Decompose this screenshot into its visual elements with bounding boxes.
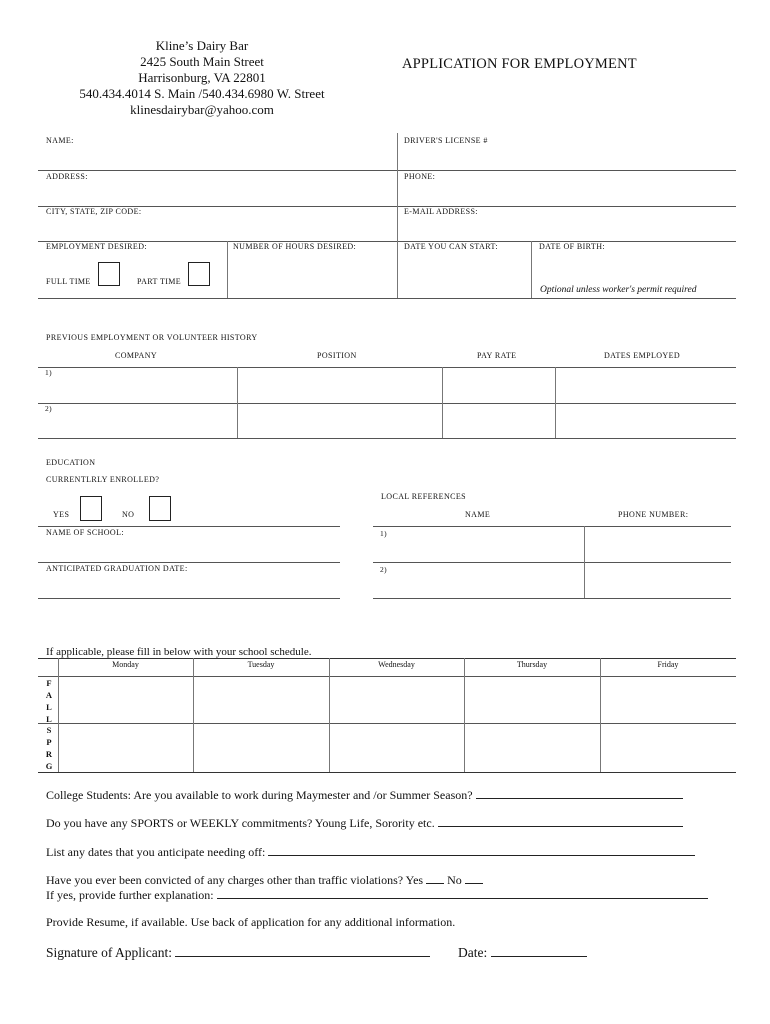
no-label: NO — [122, 510, 135, 519]
birth-date-note: Optional unless worker's permit required — [540, 285, 697, 295]
business-email: klinesdairybar@yahoo.com — [130, 102, 274, 117]
business-phones: 540.434.4014 S. Main /540.434.6980 W. Street — [79, 86, 325, 101]
history-row-2-label: 2) — [45, 404, 53, 413]
fall-letter: A — [45, 690, 53, 700]
schedule-day-monday: Monday — [112, 660, 139, 669]
business-street: 2425 South Main Street — [140, 54, 264, 69]
history-col-company: COMPANY — [115, 351, 158, 360]
school-name-line[interactable] — [38, 562, 340, 563]
history-bottom-line — [38, 438, 736, 439]
dates-off-blank[interactable] — [268, 844, 695, 856]
commitments-blank[interactable] — [438, 815, 683, 827]
reference-row-1-label: 1) — [380, 529, 388, 538]
reference-row-2[interactable] — [375, 564, 729, 597]
references-middle-line — [373, 562, 731, 563]
explanation-blank[interactable] — [217, 887, 708, 899]
enrolled-line — [38, 526, 340, 527]
address-row-line[interactable] — [38, 206, 736, 207]
drivers-license-label: DRIVER'S LICENSE # — [404, 136, 488, 145]
hours-divider-left — [227, 241, 228, 299]
education-heading: EDUCATION — [46, 458, 96, 467]
fall-schedule-row[interactable] — [60, 678, 734, 722]
spring-letter: R — [45, 749, 53, 759]
schedule-top-line — [38, 658, 736, 659]
yes-label: YES — [53, 510, 70, 519]
commitments-text: Do you have any SPORTS or WEEKLY commitments? Young Life, Sorority etc. — [46, 816, 435, 830]
reference-row-1[interactable] — [375, 528, 729, 561]
schedule-divider-0 — [58, 658, 59, 772]
summer-availability-blank[interactable] — [476, 787, 683, 799]
references-col-phone: PHONE NUMBER: — [618, 510, 689, 519]
history-row-2[interactable] — [40, 405, 734, 437]
date-line — [458, 945, 587, 961]
start-date-label: DATE YOU CAN START: — [404, 242, 499, 251]
spring-letter: P — [46, 737, 52, 747]
spring-letter: S — [46, 725, 52, 735]
fall-letter: L — [46, 702, 52, 712]
history-row-1-label: 1) — [45, 368, 53, 377]
form-title: APPLICATION FOR EMPLOYMENT — [402, 56, 637, 72]
schedule-bottom-line — [38, 772, 736, 773]
dates-off-text: List any dates that you anticipate needing off: — [46, 845, 266, 859]
full-time-label: FULL TIME — [46, 277, 91, 286]
schedule-day-tuesday: Tuesday — [247, 660, 275, 669]
history-middle-line — [38, 403, 736, 404]
date-field[interactable] — [491, 945, 587, 957]
schedule-middle-line — [38, 723, 736, 724]
business-name: Kline’s Dairy Bar — [155, 38, 249, 53]
business-header — [62, 38, 342, 118]
history-col-position: POSITION — [317, 351, 357, 360]
references-bottom-line — [373, 598, 731, 599]
graduation-date-line[interactable] — [38, 598, 340, 599]
email-label: E-MAIL ADDRESS: — [404, 207, 478, 216]
spring-label — [44, 724, 54, 772]
fall-label — [44, 677, 54, 725]
date-label: Date: — [458, 945, 488, 960]
convictions-yes-blank[interactable] — [426, 872, 444, 884]
dates-off-question — [46, 844, 695, 860]
full-time-checkbox[interactable] — [98, 262, 120, 286]
convictions-no-text: No — [447, 873, 462, 887]
explanation-question — [46, 887, 708, 903]
history-heading: PREVIOUS EMPLOYMENT OR VOLUNTEER HISTORY — [46, 333, 258, 342]
name-row-line[interactable] — [38, 170, 736, 171]
convictions-question — [46, 872, 483, 888]
explanation-text: If yes, provide further explanation: — [46, 888, 214, 902]
schedule-header-line — [38, 676, 736, 677]
phone-label: PHONE: — [404, 172, 436, 181]
reference-row-2-label: 2) — [380, 565, 388, 574]
employment-desired-label: EMPLOYMENT DESIRED: — [46, 242, 148, 251]
schedule-day-thursday: Thursday — [516, 660, 548, 669]
convictions-no-blank[interactable] — [465, 872, 483, 884]
enrolled-label: CURRENTLRLY ENROLLED? — [46, 475, 160, 484]
fall-letter: F — [46, 678, 52, 688]
enrolled-yes-checkbox[interactable] — [80, 496, 102, 521]
school-name-label: NAME OF SCHOOL: — [46, 528, 125, 537]
schedule-intro: If applicable, please fill in below with your school schedule. — [46, 646, 312, 658]
signature-label: Signature of Applicant: — [46, 945, 172, 960]
hours-desired-label: NUMBER OF HOURS DESIRED: — [233, 242, 357, 251]
references-col-name: NAME — [465, 510, 491, 519]
history-row-1[interactable] — [40, 369, 734, 402]
graduation-date-label: ANTICIPATED GRADUATION DATE: — [46, 564, 188, 573]
part-time-checkbox[interactable] — [188, 262, 210, 286]
schedule-day-wednesday: Wednesday — [378, 660, 415, 669]
schedule-day-friday: Friday — [657, 660, 679, 669]
address-label: ADDRESS: — [46, 172, 88, 181]
spring-schedule-row[interactable] — [60, 725, 734, 771]
references-top-line — [373, 526, 731, 527]
history-top-line — [38, 367, 736, 368]
business-city: Harrisonburg, VA 22801 — [138, 70, 266, 85]
spring-letter: G — [45, 761, 53, 771]
summer-availability-text: College Students: Are you available to work during Maymester and /or Summer Season? — [46, 788, 473, 802]
signature-field[interactable] — [175, 945, 430, 957]
city-state-zip-label: CITY, STATE, ZIP CODE: — [46, 207, 142, 216]
part-time-label: PART TIME — [137, 277, 182, 286]
employment-row-line — [38, 298, 736, 299]
history-col-pay-rate: PAY RATE — [477, 351, 517, 360]
commitments-question — [46, 815, 683, 831]
name-label: NAME: — [46, 136, 74, 145]
summer-availability-question — [46, 787, 683, 803]
resume-note: Provide Resume, if available. Use back of application for any additional information. — [46, 915, 456, 929]
history-col-dates: DATES EMPLOYED — [604, 351, 681, 360]
references-heading: LOCAL REFERENCES — [381, 492, 466, 501]
personal-divider — [397, 133, 398, 299]
signature-line — [46, 945, 430, 961]
birth-date-label: DATE OF BIRTH: — [539, 242, 606, 251]
convictions-text: Have you ever been convicted of any charges other than traffic violations? Yes — [46, 873, 424, 887]
fall-letter: L — [46, 714, 52, 724]
enrolled-no-checkbox[interactable] — [149, 496, 171, 521]
birth-divider — [531, 241, 532, 299]
